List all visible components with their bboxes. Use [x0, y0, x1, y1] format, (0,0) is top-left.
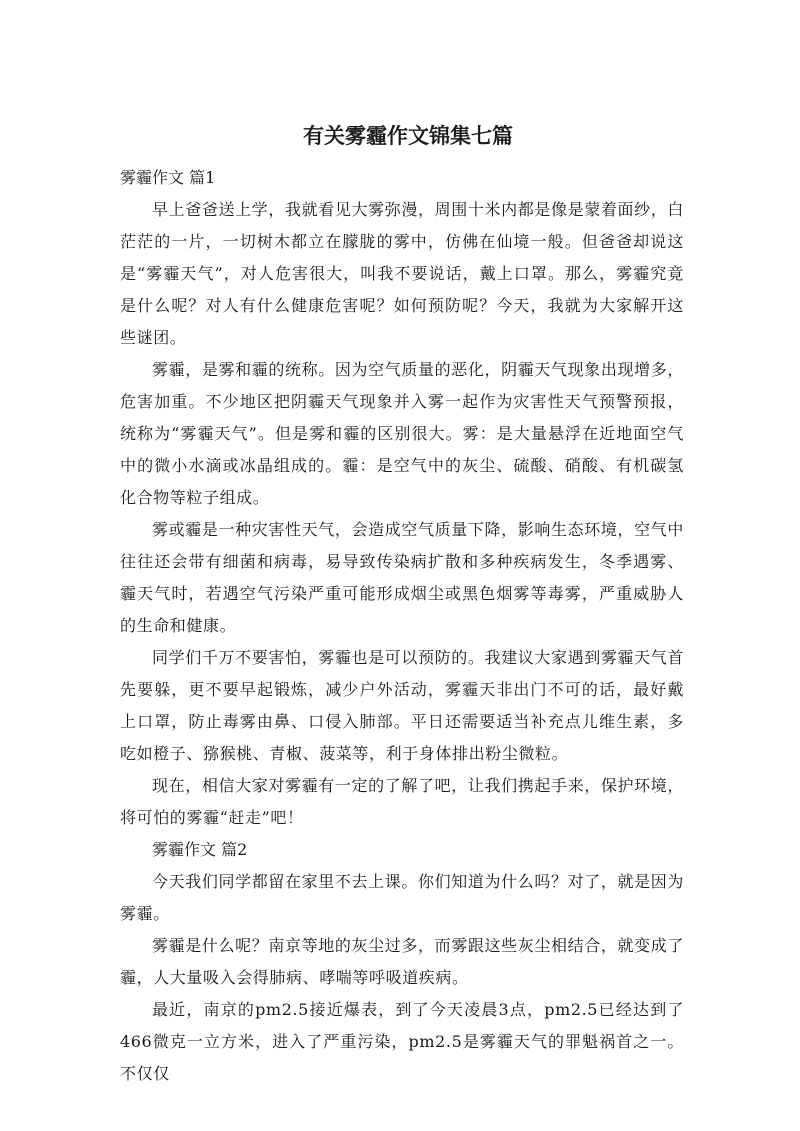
document-title: 有关雾霾作文锦集七篇: [303, 124, 513, 148]
essay-section-2: [120, 834, 684, 1090]
paragraph: 同学们千万不要害怕，雾霾也是可以预防的。我建议大家遇到雾霾天气首先要躲，更不要早起锻炼，减少户外活动，雾霾天非出门不可的话，最好戴上口罩，防止毒雾由鼻、口侵入肺部。平日还需要适当补充点儿维生素，多吃如橙子、猕猴桃、青椒、菠菜等，利于身体排出粉尘微粒。: [120, 648, 684, 763]
paragraph: 最近，南京的pm2.5接近爆表，到了今天凌晨3点，pm2.5已经达到了466微克一立方米，进入了严重污染，pm2.5是雾霾天气的罪魁祸首之一。不仅仅: [120, 1000, 684, 1083]
section-heading: 雾霾作文 篇1: [120, 168, 216, 187]
section-heading: 雾霾作文 篇2: [152, 840, 248, 859]
paragraph: 现在，相信大家对雾霾有一定的了解了吧，让我们携起手来，保护环境，将可怕的雾霾“赶走”吧！: [120, 776, 684, 827]
paragraph: 今天我们同学都留在家里不去上课。你们知道为什么吗？对了，就是因为雾霾。: [120, 872, 684, 923]
paragraph: 雾霾是什么呢？南京等地的灰尘过多，而雾跟这些灰尘相结合，就变成了霾，人大量吸入会得肺病、哮喘等呼吸道疾病。: [120, 936, 684, 987]
paragraph: 早上爸爸送上学，我就看见大雾弥漫，周围十米内都是像是蒙着面纱，白茫茫的一片，一切树木都立在朦胧的雾中，仿佛在仙境一般。但爸爸却说这是“雾霾天气”，对人危害很大，叫我不要说话，戴上口罩。那么，雾霾究竟是什么呢？对人有什么健康危害呢？如何预防呢？今天，我就为大家解开这些谜团。: [120, 200, 684, 347]
paragraph: 雾或霾是一种灾害性天气，会造成空气质量下降，影响生态环境，空气中往往还会带有细菌和病毒，易导致传染病扩散和多种疾病发生，冬季遇雾、霾天气时，若遇空气污染严重可能形成烟尘或黑色烟雾等毒雾，严重威胁人的生命和健康。: [120, 520, 684, 635]
paragraph: 雾霾，是雾和霾的统称。因为空气质量的恶化，阴霾天气现象出现增多，危害加重。不少地区把阴霾天气现象并入雾一起作为灾害性天气预警预报，统称为“雾霾天气”。但是雾和霾的区别很大。雾：是大量悬浮在近地面空气中的微小水滴或冰晶组成的。霾：是空气中的灰尘、硫酸、硝酸、有机碳氢化合物等粒子组成。: [120, 360, 684, 507]
essay-section-1: [120, 162, 684, 834]
